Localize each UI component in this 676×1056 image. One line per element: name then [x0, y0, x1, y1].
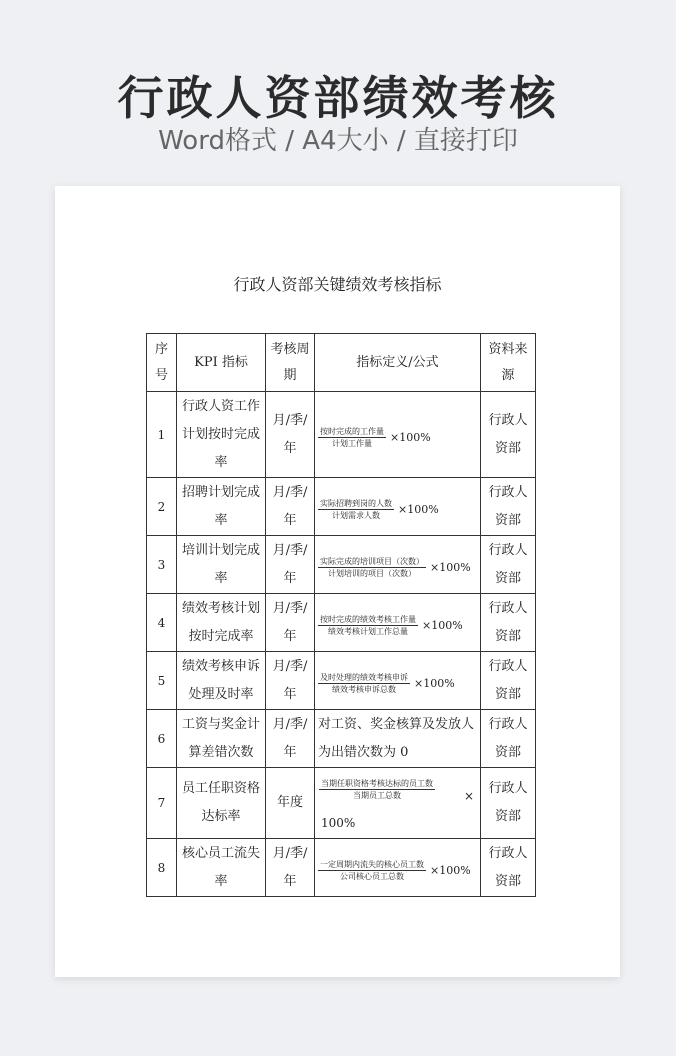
row-kpi: 绩效考核申诉处理及时率: [177, 652, 266, 710]
table-row: [147, 710, 536, 768]
formula-numerator: 实际完成的培训项目（次数）: [320, 557, 424, 567]
document-title: 行政人资部关键绩效考核指标: [233, 275, 442, 294]
formula-multiplier: ×: [463, 789, 474, 803]
header-definition: 指标定义/公式: [315, 334, 481, 392]
table-header-row: [147, 334, 536, 392]
table-row: [147, 536, 536, 594]
row-period: 月/季/年: [266, 536, 315, 594]
row-formula: [315, 536, 481, 594]
formula-denominator: 计划需求人数: [332, 511, 380, 521]
formula-numerator: 实际招聘到岗的人数: [320, 499, 392, 509]
row-formula: [315, 392, 481, 478]
row-seq: 7: [147, 768, 177, 839]
banner-title: 行政人资部绩效考核: [117, 71, 559, 125]
row-source: 行政人资部: [481, 536, 536, 594]
row-period: 年度: [266, 768, 315, 839]
formula-numerator: 一定周期内流失的核心员工数: [320, 860, 424, 870]
document-page: [55, 186, 620, 977]
row-kpi: 员工任职资格达标率: [177, 768, 266, 839]
row-formula: [315, 652, 481, 710]
formula-numerator: 按时完成的工作量: [320, 427, 384, 437]
formula-numerator: 及时处理的绩效考核申诉: [320, 673, 408, 683]
row-period: 月/季/年: [266, 392, 315, 478]
table-row: [147, 392, 536, 478]
row-period: 月/季/年: [266, 652, 315, 710]
row-source: 行政人资部: [481, 594, 536, 652]
row-source: 行政人资部: [481, 839, 536, 897]
row-period: 月/季/年: [266, 478, 315, 536]
header-period: 考核周期: [266, 334, 315, 392]
formula-denominator: 绩效考核计划工作总量: [328, 627, 408, 637]
table-row: [147, 652, 536, 710]
row-formula: [315, 478, 481, 536]
formula-multiplier: ×100%: [430, 863, 471, 877]
table-row: [147, 594, 536, 652]
row-seq: 1: [147, 392, 177, 478]
row-seq: 8: [147, 839, 177, 897]
row-source: 行政人资部: [481, 652, 536, 710]
row-formula: [315, 768, 481, 839]
formula-multiplier: ×100%: [414, 676, 455, 690]
table-row: [147, 839, 536, 897]
formula-numerator: 按时完成的绩效考核工作量: [320, 615, 416, 625]
row-seq: 4: [147, 594, 177, 652]
row-seq: 3: [147, 536, 177, 594]
row-source: 行政人资部: [481, 710, 536, 768]
row-source: 行政人资部: [481, 768, 536, 839]
row-formula: [315, 839, 481, 897]
row-period: 月/季/年: [266, 839, 315, 897]
formula-percent: 100%: [321, 816, 356, 830]
row-source: 行政人资部: [481, 392, 536, 478]
row-kpi: 绩效考核计划按时完成率: [177, 594, 266, 652]
formula-denominator: 计划工作量: [332, 439, 372, 449]
formula-numerator: 当期任职资格考核达标的员工数: [321, 779, 433, 788]
kpi-table: [146, 333, 536, 897]
formula-multiplier: ×100%: [430, 560, 471, 574]
formula-denominator: 公司核心员工总数: [340, 872, 404, 882]
row-kpi: 招聘计划完成率: [177, 478, 266, 536]
row-seq: 2: [147, 478, 177, 536]
table-row: [147, 768, 536, 839]
row-period: 月/季/年: [266, 710, 315, 768]
row-kpi: 行政人资工作计划按时完成率: [177, 392, 266, 478]
formula-denominator: 当期员工总数: [353, 791, 401, 800]
row-kpi: 培训计划完成率: [177, 536, 266, 594]
row-formula: [315, 594, 481, 652]
row-seq: 6: [147, 710, 177, 768]
formula-multiplier: ×100%: [422, 618, 463, 632]
table-row: [147, 478, 536, 536]
formula-denominator: 计划培训的项目（次数）: [328, 569, 416, 579]
row-definition-text: 对工资、奖金核算及发放人为出错次数为 0: [315, 710, 481, 768]
formula-multiplier: ×100%: [390, 430, 431, 444]
row-period: 月/季/年: [266, 594, 315, 652]
header-kpi: KPI 指标: [177, 334, 266, 392]
header-seq: 序号: [147, 334, 177, 392]
row-kpi: 核心员工流失率: [177, 839, 266, 897]
row-seq: 5: [147, 652, 177, 710]
banner-subtitle: Word格式 / A4大小 / 直接打印: [158, 126, 518, 156]
row-source: 行政人资部: [481, 478, 536, 536]
formula-multiplier: ×100%: [398, 502, 439, 516]
row-kpi: 工资与奖金计算差错次数: [177, 710, 266, 768]
formula-denominator: 绩效考核申诉总数: [332, 685, 396, 695]
header-source: 资料来源: [481, 334, 536, 392]
